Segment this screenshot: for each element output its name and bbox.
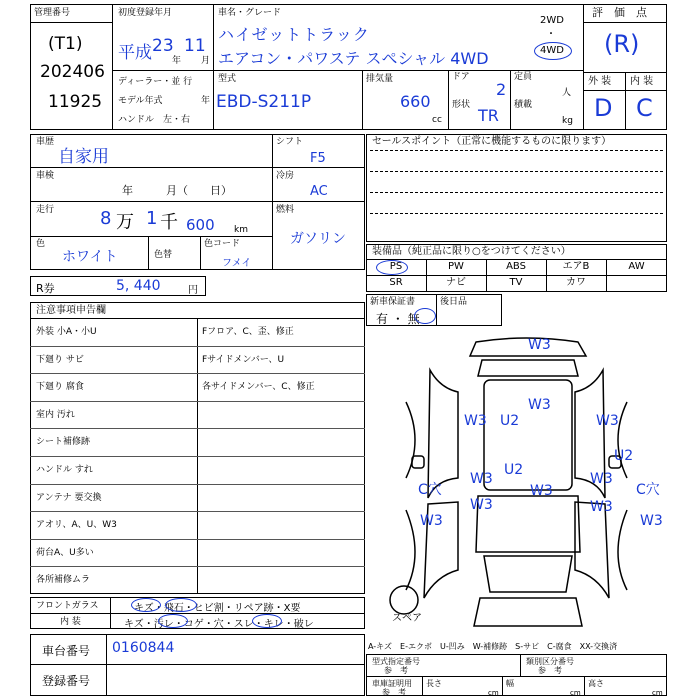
handle-label: ハンドル 左・右 [118,115,191,125]
ac-value: AC [310,184,328,199]
equipment-ps-circle [376,260,408,275]
notes-row-divider [30,566,365,567]
r-ticket-value: 5, 440 [116,278,161,294]
notes-left-item: 下廻り サビ [36,355,84,365]
mark-left-front: W3 [420,513,443,529]
equipment-navi: ナビ [446,277,466,288]
displacement-value: 660 [400,92,431,111]
type-cert-label: 型式指定番号 [372,657,420,666]
class-ref: 参 考 [538,666,562,675]
notes-left-item: 各所補修ムラ [36,575,91,585]
equipment-airbag: エアB [562,261,590,272]
equipment-leather: カワ [566,277,586,288]
equipment-aw: AW [628,261,645,272]
r-ticket-label: R券 [36,282,55,295]
exterior-value: D [594,94,613,122]
interior-cond-text: キズ・汚レ・コゲ・穴・スレ・キレ・破レ [124,619,314,630]
glass-scratch-circle [131,598,161,612]
notes-left-item: 下廻り 腐食 [36,382,84,392]
mark-left-step: W3 [470,497,493,513]
equipment-sr: SR [389,277,403,288]
car-name: ハイゼットトラック [218,25,370,44]
interior-rub-circle [252,614,282,628]
equipment-ps: PS [389,261,403,272]
mileage-label: 走行 [36,205,55,215]
inspection-text: 年 月（ 日） [122,184,232,197]
chassis-label: 車台番号 [42,644,91,658]
vehicle-diagram [366,330,667,630]
model-year-label: モデル年式 [118,96,163,106]
mark-right-step: W3 [590,499,613,515]
damage-legend: A-キズ E-エクボ U-凹み W-補修跡 S-サビ C-腐食 XX-交換済 [368,642,618,651]
notes-left-item: 室内 汚れ [36,410,75,420]
equipment-abs: ABS [506,261,526,272]
car-name-label: 車名・グレード [218,8,282,18]
history-label: 車歴 [36,137,55,147]
notes-row-divider [30,346,365,347]
door-label: ドア [452,72,470,82]
mark-left-hole: C穴 [418,482,442,498]
manual-label: 後日品 [440,297,468,307]
length-unit: cm [488,689,499,697]
mark-right-door: W3 [590,471,613,487]
equipment-title: 装備品（純正品に限り○をつけてください） [372,246,571,257]
equipment-pw: PW [448,261,464,272]
interior-cond-label: 内 装 [60,617,81,627]
notes-row-divider [30,373,365,374]
shift-label: シフト [276,137,304,147]
capacity-unit: 人 [562,88,572,98]
mgmt-line3: 11925 [48,92,103,112]
mgmt-line2: 202406 [40,62,105,82]
color-value: ホワイト [62,249,118,265]
door-value: 2 [496,80,507,99]
spare-label: スペア [392,613,422,624]
notes-row-divider [30,539,365,540]
width-label: 幅 [506,679,514,688]
mgmt-line1: (T1) [48,34,83,54]
sales-points-title: セールスポイント（正常に機能するものに限ります） [372,136,612,147]
mileage-rest: 600 [186,216,215,234]
warranty-label: 新車保証書 [370,297,416,307]
mark-right-upper-u: U2 [614,448,634,464]
notes-left-item: 荷台A、U多い [36,548,94,558]
notes-left-item: シート補修跡 [36,437,91,447]
equipment-tv: TV [509,277,523,288]
glass-chip-circle [165,598,197,612]
load-label: 積載 [514,100,533,110]
dealer-label: ディーラー・並 行 [118,77,193,87]
capacity-label: 定員 [514,72,533,82]
mgmt-label: 管理番号 [34,8,71,18]
chassis-value: 0160844 [112,640,175,656]
ac-label: 冷房 [276,171,295,181]
notes-row-divider [30,511,365,512]
warranty-none-circle [414,308,436,324]
reg-year: 23 [152,36,174,56]
displacement-unit: cc [432,115,442,125]
mark-bed-upper: W3 [528,397,551,413]
mark-rear-gate: W3 [528,337,551,353]
car-grade: エアコン・パワステ スペシャル 4WD [218,49,489,68]
mileage-sen-unit: 千 [160,212,178,233]
mark-roof-w: W3 [530,483,553,499]
mark-right-hole: C穴 [636,482,660,498]
notes-title: 注意事項申告欄 [36,305,106,316]
notes-row-divider [30,484,365,485]
type-value: EBD-S211P [216,92,312,112]
drive-dot: ・ [546,29,556,40]
mark-left-bed-side: W3 [464,413,487,429]
mark-bed-left-u: U2 [500,413,520,429]
fuel-value: ガソリン [290,231,346,247]
mileage-unit: km [234,225,248,235]
mark-left-door: W3 [470,471,493,487]
score-value: (R) [604,30,640,58]
fuel-label: 燃料 [276,205,295,215]
interior-stain-circle [158,614,188,628]
mark-right-front: W3 [640,513,663,529]
notes-left-item: アオリ、A、U、W3 [36,520,117,530]
notes-row-divider [30,456,365,457]
shift-value: F5 [310,151,326,166]
shape-label: 形状 [452,100,471,110]
drive-2wd: 2WD [540,15,564,26]
height-unit: cm [652,689,663,697]
reg-year-unit: 年 [172,56,182,66]
notes-left-item: ハンドル すれ [36,465,93,475]
color-change-label: 色替 [154,250,173,260]
notes-left-item: アンテナ 要交換 [36,493,102,503]
notes-right-item: Fフロア、C、歪、修正 [202,327,294,337]
warranty-value: 有 ・ 無 [376,312,420,326]
history-value: 自家用 [58,147,109,167]
exterior-label: 外 装 [588,76,612,87]
mark-roof-u: U2 [504,462,524,478]
color-code-label: 色コード [204,239,241,249]
score-label: 評 価 点 [592,6,647,19]
color-code-value: フメイ [222,258,252,269]
notes-right-item: Fサイドメンバー、U [202,355,285,365]
glass-text: キズ・飛石・ヒビ割・リペア跡・X要 [134,603,301,614]
r-ticket-unit: 円 [188,285,198,296]
model-year-unit: 年 [201,96,211,106]
notes-left-item: 外装 小A・小U [36,327,97,337]
type-label: 型式 [218,74,237,84]
drive-4wd-circle [534,42,572,60]
reg-no-label: 登録番号 [42,674,91,688]
length-label: 長さ [426,679,442,688]
notes-row-divider [30,428,365,429]
inspection-label: 車検 [36,171,55,181]
class-label: 類別区分番号 [526,657,574,666]
interior-value: C [636,94,653,122]
cert-ref: 参 考 [382,688,406,697]
height-label: 高さ [588,679,604,688]
mileage-man-unit: 万 [116,212,134,233]
displacement-label: 排気量 [366,74,394,84]
load-unit: kg [562,116,573,126]
drive-4wd: 4WD [540,45,564,56]
notes-row-divider [30,401,365,402]
notes-right-item: 各サイドメンバー、C、修正 [202,382,315,392]
mileage-man: 8 [100,208,112,229]
width-unit: cm [570,689,581,697]
color-label: 色 [36,239,46,249]
interior-label: 内 装 [630,76,654,87]
mark-right-bed-side: W3 [596,413,619,429]
reg-month-unit: 月 [201,56,211,66]
shape-value: TR [478,106,499,125]
glass-label: フロントガラス [36,601,99,611]
cert-label: 車庫証明用 [372,679,412,688]
reg-era: 平成 [118,43,152,63]
mileage-sen: 1 [146,208,158,229]
reg-label: 初度登録年月 [118,8,173,18]
reg-month: 11 [184,36,206,56]
type-cert-ref: 参 考 [384,666,408,675]
